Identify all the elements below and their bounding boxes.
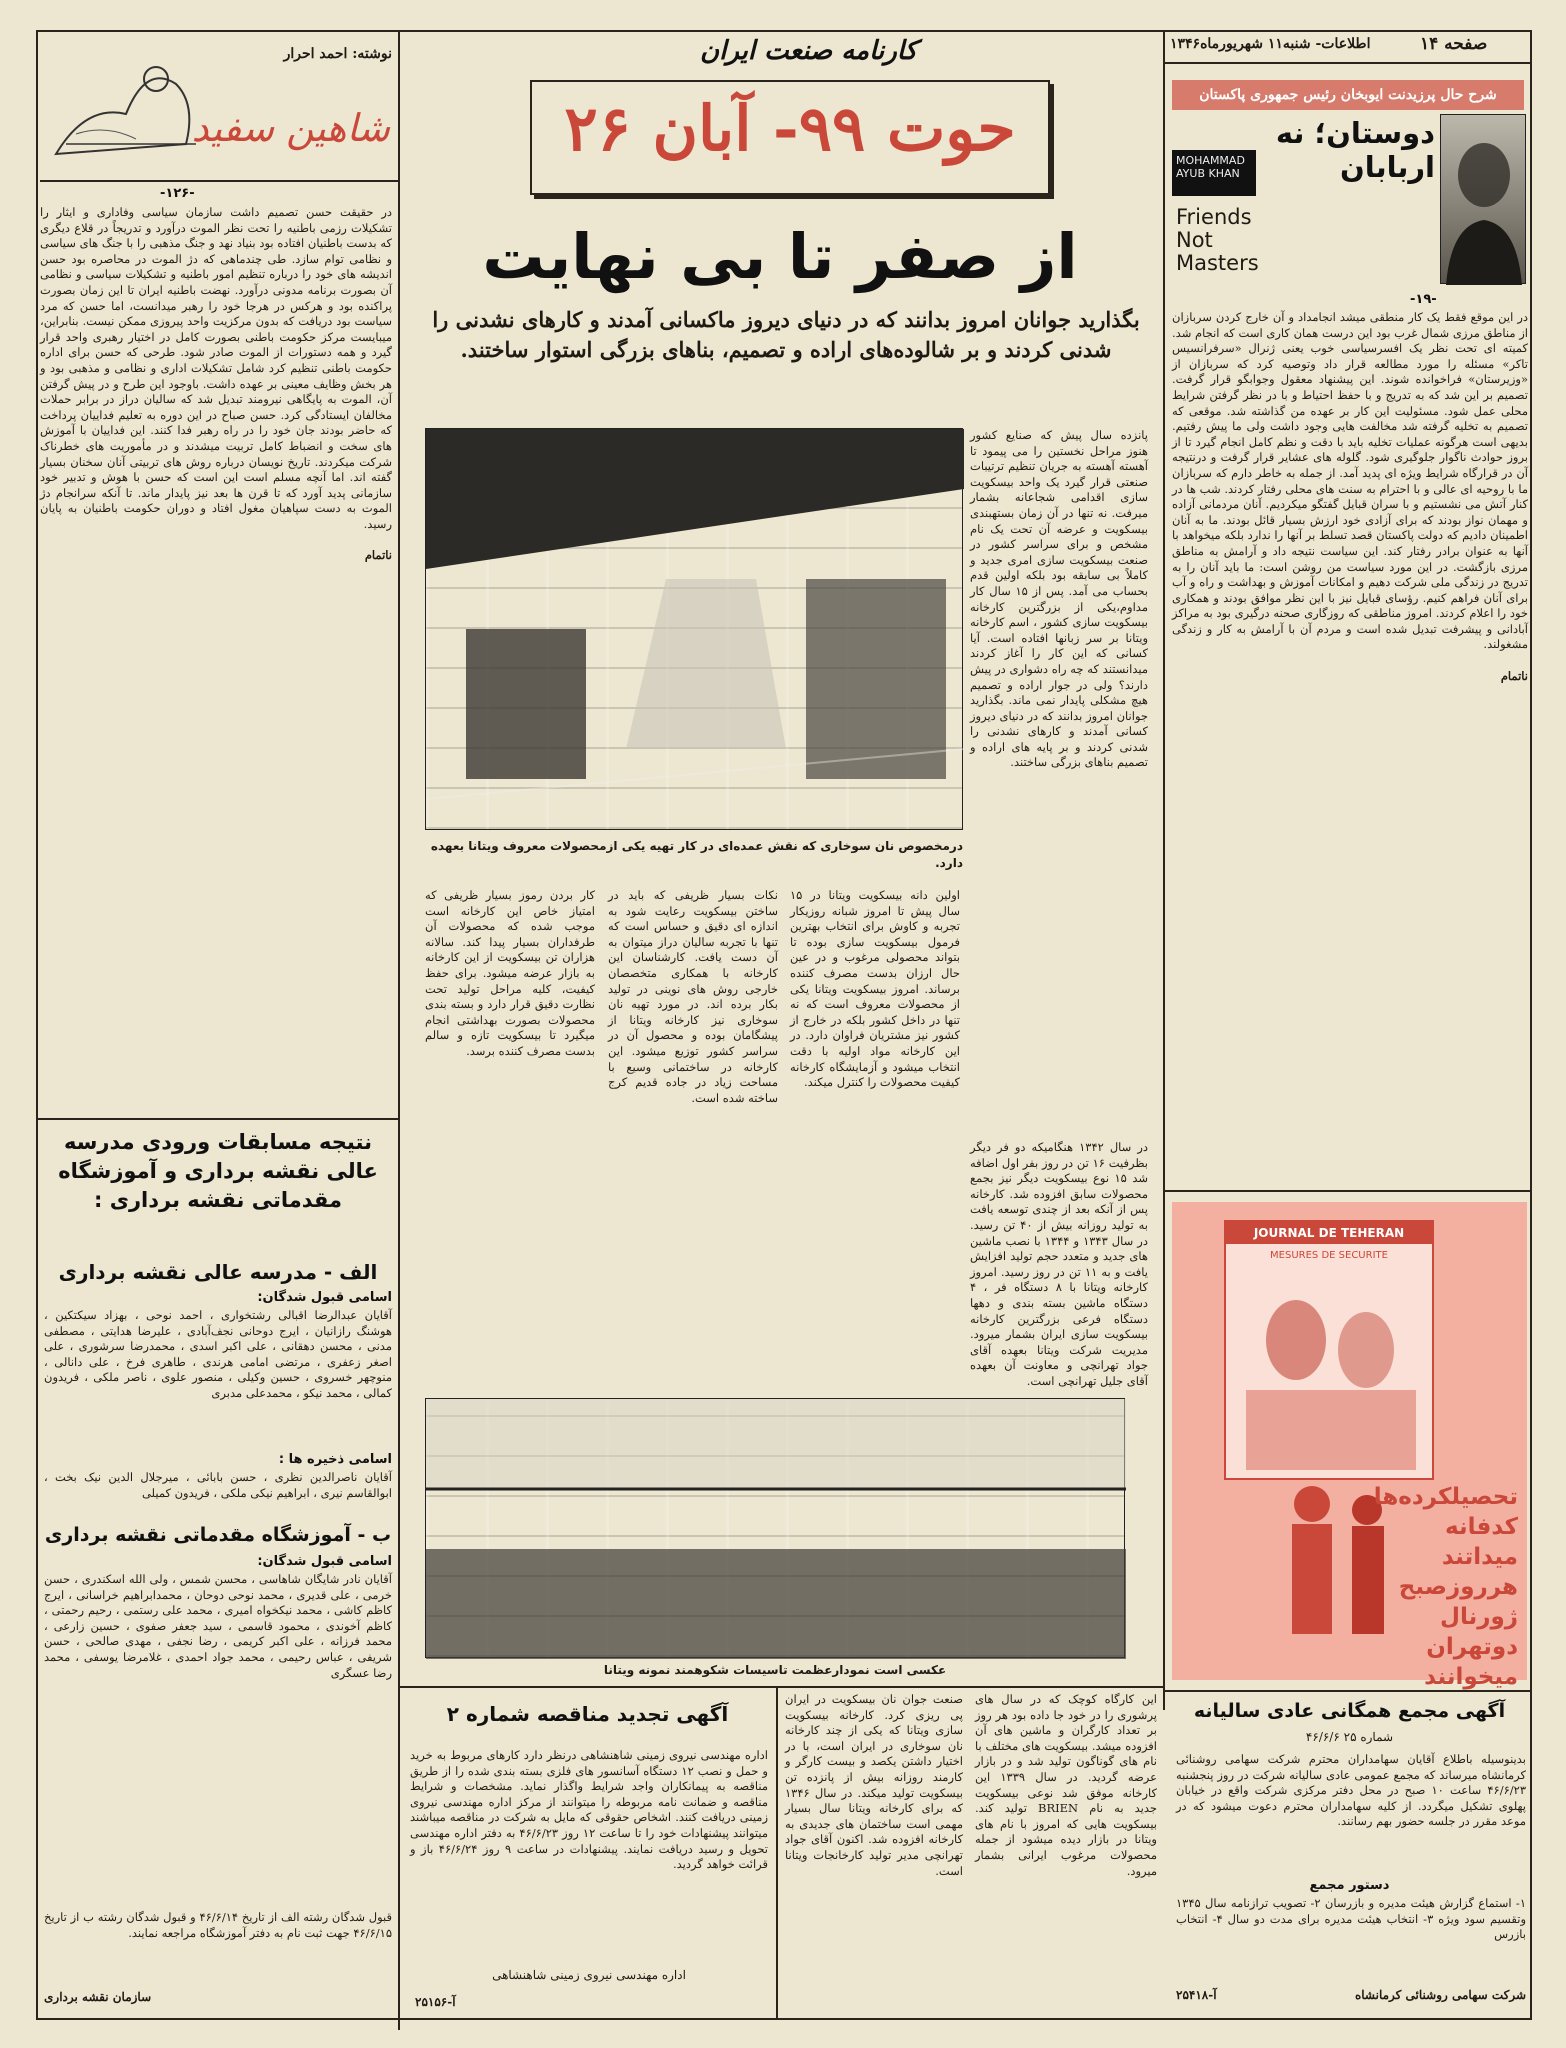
main-col-c: نکات بسیار ظریفی که باید در ساختن بیسکویت رعایت شود به اندازه ای دقیق و حساس است که تنها با تجربه سالیان دراز میتوان به آن دست یافت. کارشناسان این کارخانه با همکاری متخصصان خارجی روش های نوینی در تولید بکار برده اند. در مورد تهیه نان سوخاری نیز کارخانه ویتانا از پیشگامان بوده و محصول آن در سراسر کشور توزیع میشود. این کارخانه در ساختمانی وسیع با مساحت زیاد در جاده قدیم کرج ساخته شده است.	[608, 888, 778, 1105]
exam-school-a: الف - مدرسه عالی نقشه برداری	[58, 1260, 378, 1284]
assembly-code: آ-۲۵۴۱۸	[1176, 1988, 1217, 2002]
assembly-reg: شماره ۲۵ ۴۶/۶/۶	[1305, 1730, 1394, 1744]
factory-photo-hall	[425, 1398, 1125, 1658]
shahin-header	[40, 32, 398, 182]
section-title: کارنامه صنعت ایران	[700, 36, 918, 66]
tender-body: اداره مهندسی نیروی زمینی شاهنشاهی درنظر دارد کارهای مربوط به خرید و حمل و نصب ۱۲ دستگاه آسانسور های فلزی بسته بندی شده را از طریق مناقصه به پیمانکاران واجد شرایط واگذار نماید. مشخصات و شرایط مناقصه و ضمانت نامه مربوطه را میتوانند از مرکز اداره مهندسی نیروی زمینی دریافت کنند. اشخاص حقوقی که مایل به شرکت در مناقصه میباشند میتوانند پیشنهادات خود را تا ساعت ۱۲ روز ۴۶/۶/۲۳ به دفتر اداره مهندسی تحویل و رسید دریافت نمایند. پیشنهادات در ساعت ۹ روز ۴۶/۶/۲۴ باز و قرائت خواهد گردید.	[410, 1748, 768, 1872]
assembly-signature: شرکت سهامی روشنائی کرمانشاه	[1354, 1988, 1526, 2002]
column-number: -۱۲۶-	[160, 186, 195, 201]
exam-school-b: ب - آموزشگاه مقدماتی نقشه برداری	[44, 1524, 392, 1546]
ayub-portrait	[1440, 114, 1526, 284]
ad-figures	[1226, 1280, 1432, 1480]
horseman-illustration	[46, 44, 206, 164]
ad-banner-text: JOURNAL DE TEHERAN	[1226, 1222, 1432, 1244]
exam-accepted-a: اسامی قبول شدگان:	[257, 1290, 392, 1305]
divider-under-photo2	[398, 1686, 1165, 1688]
ad-sub-text: MESURES DE SECURITE	[1270, 1250, 1388, 1261]
column-title: شاهین سفید	[191, 106, 390, 150]
exam-title: نتیجه مسابقات ورودی مدرسه عالی نقشه برداری و آموزشگاه مقدماتی نقشه برداری :	[58, 1130, 378, 1212]
assembly-agenda-title: دستور مجمع	[1309, 1878, 1390, 1893]
assembly-title: آگهی مجمع همگانی عادی سالیانه	[1193, 1700, 1506, 1722]
main-col-e: صنعت جوان نان بیسکویت در ایران پی ریزی کرد. کارخانه بیسکویت سازی ویتانا که یکی از چند کارخانه نان سوخاری در ایران است، با در اختیار داشتن یکصد و بیست کارگر و کارمند روزانه بیش از پانزده تن بیسکویت تولید میکند. در سال ۱۳۴۶ که برای کارخانه ویتانا سال بسیار مهمی است ساختمان های جدیدی به کارخانه افزوده شد. اکنون آقای جواد تهرانچی مدیر تولید کارخانجات ویتانا است.	[785, 1692, 963, 1878]
exam-accepted-b: اسامی قبول شدگان:	[257, 1554, 392, 1569]
exam-reserve: اسامی ذخیره ها :	[278, 1452, 392, 1467]
ad-poster	[1224, 1220, 1434, 1480]
ayub-kicker	[1172, 80, 1524, 110]
ayub-kicker-text: شرح حال پرزیدنت ایوبخان رئیس جمهوری پاکستان	[1199, 87, 1497, 103]
book-cover	[1172, 150, 1256, 196]
book-title	[1176, 206, 1260, 275]
factory-photo-interior	[425, 428, 963, 830]
ad-slogan: تحصیلکرده‌ها کدفانه میداتند هرروزصبح ژورنال دوتهران میخوانند	[1373, 1484, 1518, 1690]
ayub-number: -۱۹-	[1410, 292, 1437, 307]
book-title-3: Masters	[1176, 251, 1259, 275]
divider-top-right	[1165, 62, 1532, 64]
divider-left	[398, 30, 400, 2030]
main-headline: از صفر تا بی نهایت	[482, 220, 1078, 293]
journal-ad	[1172, 1202, 1527, 1690]
main-col-a: در سال ۱۳۴۲ هنگامیکه دو فر دیگر بظرفیت ۱۶ تن در روز بفر اول اضافه شد ۱۵ نوع بیسکویت دیگر نیز بجمع محصولات سابق افزوده شد. کارخانه پس از آنکه بعد از چندی توسعه یافت به تولید روزانه بیش از ۴۰ تن رسید. در سال ۱۳۴۳ و ۱۳۴۴ با نصب ماشین های جدید و متعدد حجم تولید افزایش یافت و به ۱۱ تن در روز رسید. امروز کارخانه ویتانا با ۸ دستگاه فر ، ۴ دستگاه ماشین بسته بندی و دهها دستگاه فرعی بزرگترین کارخانه بیسکویت سازی ایران بشمار میرود. مدیریت شرکت ویتانا بعهده آقای جواد تهرانچی و معاونت آن بعهده آقای جلیل تهرانچی است.	[970, 1140, 1148, 1388]
page-number: صفحه ۱۴	[1420, 34, 1488, 54]
exam-note: قبول شدگان رشته الف از تاریخ ۴۶/۶/۱۴ و قبول شدگان رشته ب از تاریخ ۴۶/۶/۱۵ جهت ثبت نام به دفتر آموزشگاه مراجعه نمایند.	[44, 1910, 392, 1940]
divider-assembly	[1165, 1690, 1532, 1692]
book-title-2: Not	[1176, 228, 1213, 252]
author-line: نوشته: احمد احرار	[283, 46, 392, 62]
divider-ad	[1165, 1190, 1532, 1192]
photo1-caption: درمخصوص نان سوخاری که نقش عمده‌ای در کار تهیه یکی ازمحصولات معروف ویتانا بعهده دارد.	[430, 839, 963, 870]
divider-exam	[36, 1118, 400, 1120]
tender-code: آ-۲۵۱۵۶	[415, 1995, 456, 2009]
tender-title: آگهی تجدید مناقصه شماره ۲	[446, 1702, 729, 1726]
banner-title: حوت ۹۹- آبان ۲۶	[564, 92, 1016, 165]
exam-list-a: آقایان عبدالرضا اقبالی رشتخواری ، احمد نوحی ، بهزاد سیکتکین ، هوشنگ رازانیان ، ایرج دوحانی نجف‌آبادی ، علیرضا هدایتی ، مصطفی مدنی ، محسن دهقانی ، علی اکبر اسدی ، محمدرضا سرشوری ، علی اصغر زعفری ، مرتضی امامی هرندی ، طاهری فرخ ، علی دانالی ، منوچهر خسروی ، حسین وکیلی ، منصور علوی ، ناصر ملکی ، فریدون کمالی ، محمد نیکو ، محمدعلی مدبری	[44, 1308, 392, 1400]
exam-signature: سازمان نقشه برداری	[44, 1990, 152, 2004]
main-col-b: اولین دانه بیسکویت ویتانا در ۱۵ سال پیش تا امروز شبانه روزیکار تجربه و کاوش برای انتخاب بهترین فرمول بیسکویت سازی بوده تا بتواند محصولی مرغوب و در عین حال ارزان بدست مصرف کننده برساند. امروز بیسکویت ویتانا یکی از محصولات معروف است که نه تنها در داخل کشور بلکه در خارج از کشور نیز مشتریان فراوان دارد. در این کارخانه مواد اولیه با دقت انتخاب میشود و آزمایشگاه کارخانه کیفیت محصولات را کنترل میکند.	[790, 888, 960, 1090]
banner-box	[530, 80, 1050, 195]
divider-center	[1163, 30, 1165, 1710]
main-col-f: این کارگاه کوچک که در سال های پرشوری را در خود جا داده بود هر روز بر تعداد کارگران و ماشین های آن افزوده میشد. بیسکویت های مختلف با نام های گوناگون تولید شد و در بازار عرضه گردید. در سال ۱۳۳۹ این کارخانه موفق شد نوعی بیسکویت جدید به نام BRIEN تولید کند. بیسکویت هایی که امروز با نام های ویتانا در بازار دیده میشود از جمله محصولات مرغوب ایرانی بشمار میرود.	[975, 1692, 1158, 1878]
divider-tender	[776, 1688, 778, 2020]
main-subhead: بگذارید جوانان امروز بدانند که در دنیای دیروز ماکسانی آمدند و کارهای نشدنی را شدنی کردند و بر شالوده‌های اراده و تصمیم، بناهای بزرگی استوار ساختند.	[432, 307, 1140, 362]
assembly-body: بدینوسیله باطلاع آقایان سهامداران محترم شرکت سهامی روشنائی کرمانشاه میرساند که مجمع عمومی عادی سالیانه شرکت در روز پنجشنبه ۴۶/۶/۲۳ ساعت ۱۰ صبح در محل دفتر مرکزی شرکت واقع در خیابان پهلوی تشکیل میگردد. از کلیه سهامداران محترم دعوت میشود که در موعد مقرر در جلسه حضور بهم رسانند.	[1176, 1752, 1526, 1829]
book-title-1: Friends	[1176, 205, 1252, 229]
exam-list-reserve: آقایان ناصرالدین نظری ، حسن بابائی ، میرجلال الدین نیک بخت ، ابوالقاسم نیری ، ابراهیم نیکی ملکی ، فریدون کمیلی	[44, 1470, 392, 1500]
exam-list-b: آقایان نادر شایگان شاهاسی ، محسن شمس ، ولی الله اسکندری ، حسن خرمی ، علی قدیری ، محمد نوحی دوحان ، محمدابراهیم خراسانی ، ایرج کاظم کاشی ، محمد نیکخواه امیری ، محمد علی رستمی ، رحیم رحمتی ، کاظم آخوندی ، محمود قاسمی ، سید جعفر صفوی ، حسین زارعی ، محمد فرزانه ، علی اکبر کریمی ، رضا نجفی ، مهدی صالحی ، حسن شریفی ، عباس رحیمی ، محمد جواد احمدی ، غلامرضا یوسفی ، محمد رضا عسگری	[44, 1572, 392, 1680]
date-line: اطلاعات- شنبه۱۱ شهریورماه۱۳۴۶	[1170, 36, 1371, 52]
main-col-right: پانزده سال پیش که صنایع کشور هنوز مراحل نخستین را می پیمود تا آهسته آهسته به جریان تنظیم ترتیبات صنعتی قرار گیرد یک واحد بیسکویت سازی اقدامی شجاعانه بشمار میرفت. نه تنها در آن زمان بستهبندی بیسکویت و عرضه آن تحت یک نام مشخص و برای سراسر کشور در صنعت بیسکویت سازی امری جدید و کاملاً بی سابقه بود بلکه اولین قدم بحساب می آمد. پس از ۱۵ سال کار مداوم،یکی از بزرگترین کارخانه بیسکویت سازی کشور ، اسم کارخانه ویتانا بر سر زبانها افتاده است. آیا کسانی که این کار را آغاز کردند میدانستند که چه راه دشواری در پیش دارند؟ ولی در جوار اراده و تصمیم هیچ مشکلی پایدار نمی ماند. بگذارید جوانان امروز بدانند که در دنیای دیروز کسانی آمدند و کارهای نشدنی را شدنی کردند و بر پایه های اراده و تصمیم بناهای بزرگی ساختند.	[970, 428, 1148, 770]
tender-signature: اداره مهندسی نیروی زمینی شاهنشاهی	[492, 1968, 686, 1982]
main-col-d: کار بردن رموز بسیار ظریفی که امتیاز خاص این کارخانه است موجب شده که محصولات آن طرفداران بسیار پیدا کند. سالانه هزاران تن بیسکویت از این کارخانه به بازار عرضه میشود. برای حفظ کیفیت، کلیه مراحل تولید تحت نظارت دقیق قرار دارد و بسته بندی محصولات بصورت بهداشتی انجام میگیرد تا بیسکویت تازه و سالم بدست مصرف کننده برسد.	[425, 888, 595, 1058]
shahin-body: در حقیقت حسن تصمیم داشت سازمان سیاسی وفاداری و ایثار را تشکیلات رزمی باطنیه را تحت نظر الموت درآورد و تدریجاً در قلاع دیگری که بدست باطنیان افتاده بود بنیاد نهد و جنگ مذهبی را با جنگ های سیاسی و نظامی توام سازد. طی چندماهی که دژ الموت در محاصره بود حسن اندیشه های خود را درباره تنظیم امور باطنیه و تشکیلات سیاسی و نظامی آن بصورت برنامه مدونی درآورد. نهضت باطنیه ایران تا این زمان بصورت پراکنده بود و هرکس در هرجا خود را رهبر میدانست، اما حسن که مرد سیاست بود دریافت که بدون مرکزیت واحد پیروزی ممکن نیست. بنابراین، میبایست مرکز حکومت باطنی بصورت کامل در اختیار رهبری واحد قرار گیرد و همه دستورات از الموت صادر شود. طرحی که حسن برای اداره حکومت باطنی تنظیم کرد شامل تشکیلات اداری و نظامی و مذهبی بود و هر بخش وظایف معینی بر عهده داشت. باوجود این طرح و در پیش گرفتن آن، الموت به پایگاهی نیرومند تبدیل شد که سالیان دراز در برابر حملات مخالفان ایستادگی کرد. حسن صباح در این دوره به تعلیم فداییان پرداخت که حاضر بودند جان خود را در راه رهبر فدا کنند. این فداییان با آموزش های سخت و انضباط کامل تربیت میشدند و در مأموریت های خطرناک شرکت میکردند. تاریخ نویسان درباره روش های تربیتی آنان سخنان بسیار گفته اند. اما آنچه مسلم است این است که حسن با هوش و تدبیر خود سازمانی پدید آورد که تا قرن ها بعد نیز پایدار ماند. تا آنکه سرانجام دژ الموت به دست سپاهیان مغول افتاد و دوران حکومت باطنیان به پایان رسید. ناتمام	[40, 205, 392, 563]
assembly-agenda: ۱- استماع گزارش هیئت مدیره و بازرسان ۲- تصویب ترازنامه سال ۱۳۴۵ وتقسیم سود ویژه ۳- انتخاب هیئت مدیره برای مدت دو سال ۴- انتخاب بازرس	[1176, 1896, 1526, 1942]
photo2-caption: عکسی است نمودارعظمت تاسیسات شکوهمند نمونه ویتانا	[603, 1663, 947, 1677]
book-author: MOHAMMAD AYUB KHAN	[1176, 154, 1245, 180]
ayub-body: در این موقع فقط یک کار منطقی میشد انجامداد و آن خارج کردن سربازان از مناطق مرزی شمال غرب بود این درست همان کاری است که انجام شد. کمیته ای تحت نظر یک افسرسیاسی خوب یعنی ژنرال «سرفرانسیس تاکر» مسئله را مورد مطالعه قرار داد وتوصیه کرد که سربازان از «وزیرستان» فراخوانده شوند. این پیشنهاد معقول وجوابگو قرار گرفت. تصمیم بر این شد که به تدریج و با حفظ احتیاط و با در نظر گرفتن شرایط محلی عمل شود. مسئولیت این کار بر عهده من گذاشته شد. موقعی که تصمیم به تخلیه گرفته شد مخالفت هایی وجود داشت ولی ما پیش رفتیم. بدیهی است هرگونه عملیات تخلیه باید با دقت و نظم کامل انجام گیرد تا از بروز حوادث ناگوار جلوگیری شود. گلوله های عشایر قرار گرفت و درنتیجه آن در قرارگاه شرایط ویژه ای پدید آمد. از جمله به خاطر دارم که سربازان ما با روحیه ای عالی و با احترام به سنت های محلی رفتار کردند. شب ها در کنار آتش می نشستیم و با سران قبایل گفتگو میکردیم. آنان مردمانی آزاده و مهمان نواز بودند که برای آزادی خود ارزش بسیار قائل بودند. ما به آنان اطمینان دادیم که دولت پاکستان قصد تسلط بر آنها را ندارد بلکه میخواهد با آنها به عنوان برادر رفتار کند. این سیاست نتیجه داد و آرامش به مناطق مرزی بازگشت. در این مورد سیاست من روشن است: ما باید آنان را به تدریج در زندگی ملی شرکت دهیم و امکانات آموزش و بهداشت و راه و آب برای آنان فراهم کنیم. رؤسای قبایل نیز با این نظر موافق بودند و همکاری خود را اعلام کردند. امروز مناطقی که روزگاری صحنه درگیری بود به مراکز آبادانی و پیشرفت تبدیل شده است و مردم آن با آرامش به کار و زندگی مشغولند. ناتمام	[1172, 310, 1528, 683]
ayub-title: دوستان؛ نه اربابان	[1275, 116, 1435, 184]
